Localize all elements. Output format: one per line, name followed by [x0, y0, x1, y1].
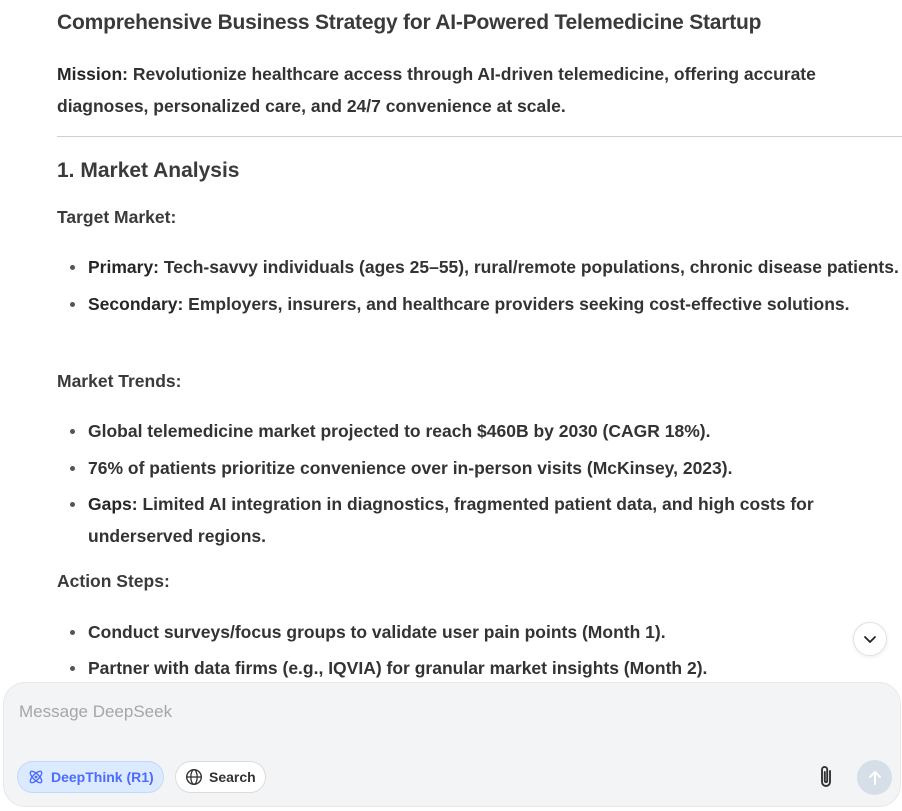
list-item-text: Limited AI integration in diagnostics, fragmented patient data, and high costs for underserved regions.: [88, 494, 814, 546]
section-heading-market-analysis: 1. Market Analysis: [57, 159, 240, 182]
list-item: [57, 251, 902, 283]
list-item-text: Global telemedicine market projected to reach $460B by 2030 (CAGR 18%).: [88, 421, 711, 441]
list-item-text: 76% of patients prioritize convenience over in-person visits (McKinsey, 2023).: [88, 458, 733, 478]
list-item: [57, 616, 902, 648]
subheading-target-market: Target Market:: [57, 207, 177, 227]
attach-file-button[interactable]: [812, 763, 840, 791]
list-item-text: Tech-savvy individuals (ages 25–55), rural/remote populations, chronic disease patients.: [159, 257, 899, 277]
deepthink-toggle-button[interactable]: [17, 761, 164, 793]
send-button[interactable]: [857, 760, 892, 795]
mission-text: Revolutionize healthcare access through AI-driven telemedicine, offering accurate diagnoses, personalized care, and 24/7 convenience at scale.: [57, 64, 816, 116]
mission-paragraph: [57, 58, 892, 122]
horizontal-divider: [57, 136, 902, 137]
market-trends-list: [57, 415, 902, 552]
mission-label: Mission:: [57, 64, 128, 84]
list-item-label: Gaps:: [88, 494, 138, 514]
list-item-text: Partner with data firms (e.g., IQVIA) for granular market insights (Month 2).: [88, 658, 708, 678]
list-item-label: Secondary:: [88, 294, 184, 314]
message-composer: [3, 682, 901, 807]
message-input[interactable]: [19, 699, 879, 725]
deepthink-label: DeepThink (R1): [51, 769, 154, 785]
paperclip-icon: [815, 764, 837, 790]
search-label: Search: [209, 769, 256, 785]
document-title: Comprehensive Business Strategy for AI-Powered Telemedicine Startup: [57, 11, 762, 34]
list-item: [57, 452, 902, 484]
list-item: [57, 415, 902, 447]
scroll-to-bottom-button[interactable]: [853, 622, 887, 656]
chevron-down-icon: [862, 631, 878, 647]
list-item: [57, 288, 902, 320]
list-item: [57, 652, 902, 684]
list-item: [57, 488, 902, 552]
subheading-market-trends: Market Trends:: [57, 371, 182, 391]
search-toggle-button[interactable]: [175, 761, 266, 793]
globe-icon: [185, 768, 203, 786]
arrow-up-icon: [866, 769, 884, 787]
subheading-action-steps: Action Steps:: [57, 571, 170, 591]
list-item-text: Conduct surveys/focus groups to validate user pain points (Month 1).: [88, 622, 666, 642]
list-item-text: Employers, insurers, and healthcare providers seeking cost-effective solutions.: [183, 294, 850, 314]
list-item-label: Primary:: [88, 257, 160, 277]
target-market-list: [57, 251, 902, 320]
atom-icon: [27, 768, 45, 786]
action-steps-list: [57, 616, 902, 684]
